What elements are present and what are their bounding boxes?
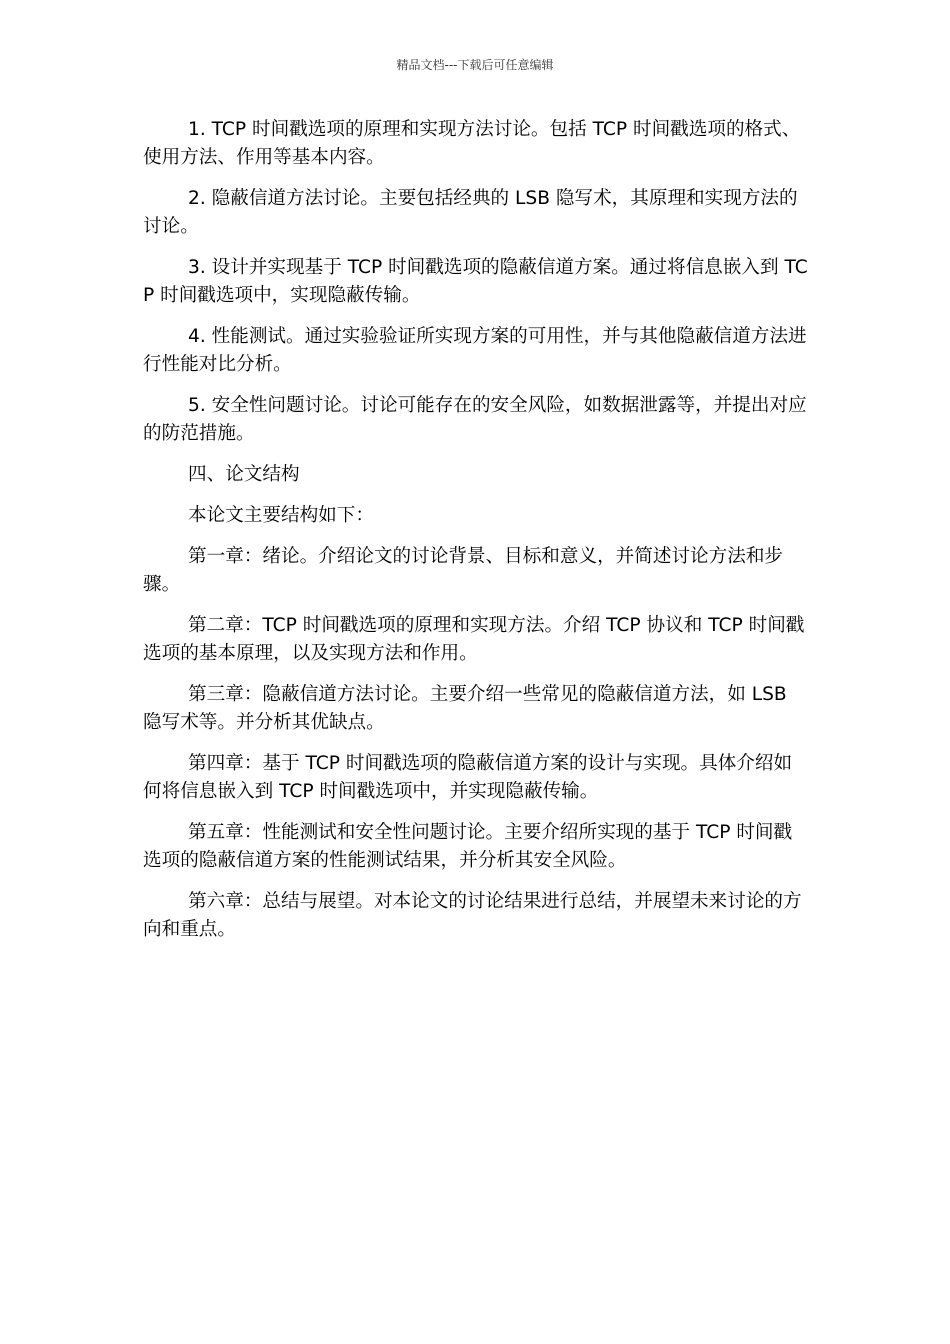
document-body bbox=[143, 116, 809, 957]
paragraph-item-3: 3. 设计并实现基于 TCP 时间戳选项的隐蔽信道方案。通过将信息嵌入到 TCP 时间戳选项中，实现隐蔽传输。 bbox=[143, 257, 808, 306]
page-header: 精品文档---下载后可任意编辑 bbox=[396, 58, 554, 72]
chapter-4: 第四章：基于 TCP 时间戳选项的隐蔽信道方案的设计与实现。具体介绍如何将信息嵌入到 TCP 时间戳选项中，并实现隐蔽传输。 bbox=[143, 753, 793, 802]
paragraph-item-2: 2. 隐蔽信道方法讨论。主要包括经典的 LSB 隐写术，其原理和实现方法的讨论。 bbox=[143, 188, 798, 237]
chapter-6: 第六章：总结与展望。对本论文的讨论结果进行总结，并展望未来讨论的方向和重点。 bbox=[143, 891, 802, 940]
structure-intro: 本论文主要结构如下： bbox=[188, 505, 374, 526]
section-heading-thesis-structure: 四、论文结构 bbox=[188, 464, 300, 485]
paragraph-item-5: 5. 安全性问题讨论。讨论可能存在的安全风险，如数据泄露等，并提出对应的防范措施。 bbox=[143, 395, 807, 444]
chapter-5: 第五章：性能测试和安全性问题讨论。主要介绍所实现的基于 TCP 时间戳选项的隐蔽信道方案的性能测试结果，并分析其安全风险。 bbox=[143, 822, 793, 871]
chapter-1: 第一章：绪论。介绍论文的讨论背景、目标和意义，并简述讨论方法和步骤。 bbox=[143, 546, 784, 595]
chapter-2: 第二章：TCP 时间戳选项的原理和实现方法。介绍 TCP 协议和 TCP 时间戳选项的基本原理，以及实现方法和作用。 bbox=[143, 615, 805, 664]
paragraph-item-4: 4. 性能测试。通过实验验证所实现方案的可用性，并与其他隐蔽信道方法进行性能对比分析。 bbox=[143, 326, 807, 375]
paragraph-item-1: 1. TCP 时间戳选项的原理和实现方法讨论。包括 TCP 时间戳选项的格式、使用方法、作用等基本内容。 bbox=[143, 119, 801, 168]
chapter-3: 第三章：隐蔽信道方法讨论。主要介绍一些常见的隐蔽信道方法，如 LSB 隐写术等。并分析其优缺点。 bbox=[143, 684, 787, 733]
